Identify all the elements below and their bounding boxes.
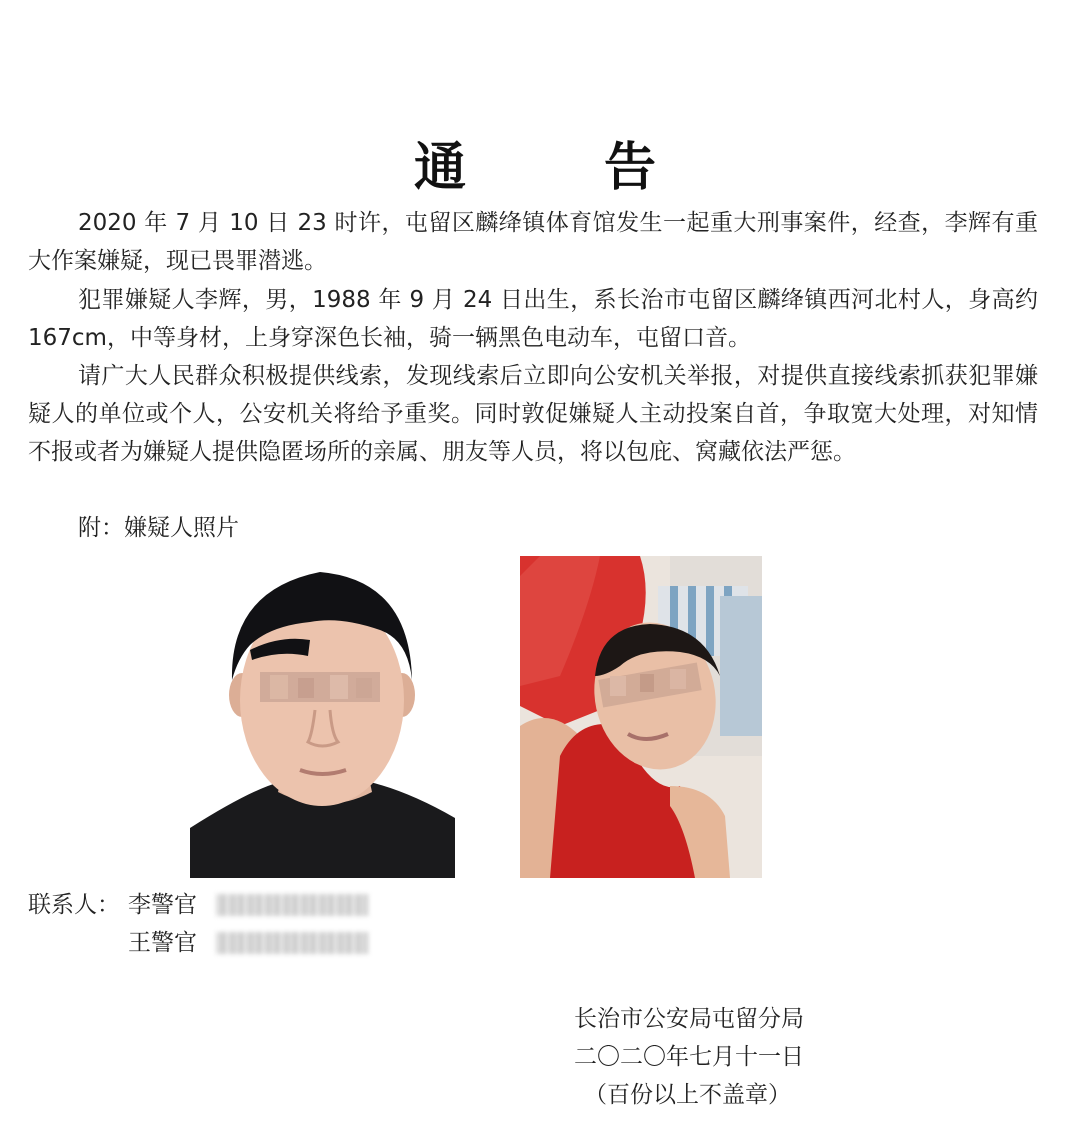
contact-phone-wang-redacted — [216, 932, 368, 954]
contact-phone-li-redacted — [216, 894, 368, 916]
paragraph-attachment: 附：嫌疑人照片 — [78, 515, 239, 541]
contact-label: 联系人： — [28, 892, 120, 918]
paragraph-suspect-description: 犯罪嫌疑人李辉，男，1988 年 9 月 24 日出生，系长治市屯留区麟绛镇西河北村人，身高约 167cm，中等身材，上身穿深色长袖，骑一辆黑色电动车，屯留口音。 — [28, 287, 1038, 351]
casual-image — [520, 556, 762, 878]
portrait-image — [190, 560, 455, 878]
issue-date: 二〇二〇年七月十一日 — [574, 1044, 804, 1070]
paragraph-appeal: 请广大人民群众积极提供线索，发现线索后立即向公安机关举报，对提供直接线索抓获犯罪嫌疑人的单位或个人，公安机关将给予重奖。同时敦促嫌疑人主动投案自首，争取宽大处理，对知情不报或者为嫌疑人提供隐匿场所的亲属、朋友等人员，将以包庇、窝藏依法严惩。 — [28, 363, 1038, 465]
paragraph-incident: 2020 年 7 月 10 日 23 时许，屯留区麟绛镇体育馆发生一起重大刑事案件，经查，李辉有重大作案嫌疑，现已畏罪潜逃。 — [28, 210, 1038, 274]
suspect-photo-casual — [520, 556, 762, 878]
contact-name-li: 李警官 — [128, 892, 197, 918]
issuer-name: 长治市公安局屯留分局 — [574, 1006, 804, 1032]
notice-title: 通 告 — [413, 137, 717, 198]
contact-name-wang: 王警官 — [128, 930, 197, 956]
stamp-note: （百份以上不盖章） — [584, 1082, 791, 1108]
suspect-photo-portrait — [190, 560, 455, 878]
